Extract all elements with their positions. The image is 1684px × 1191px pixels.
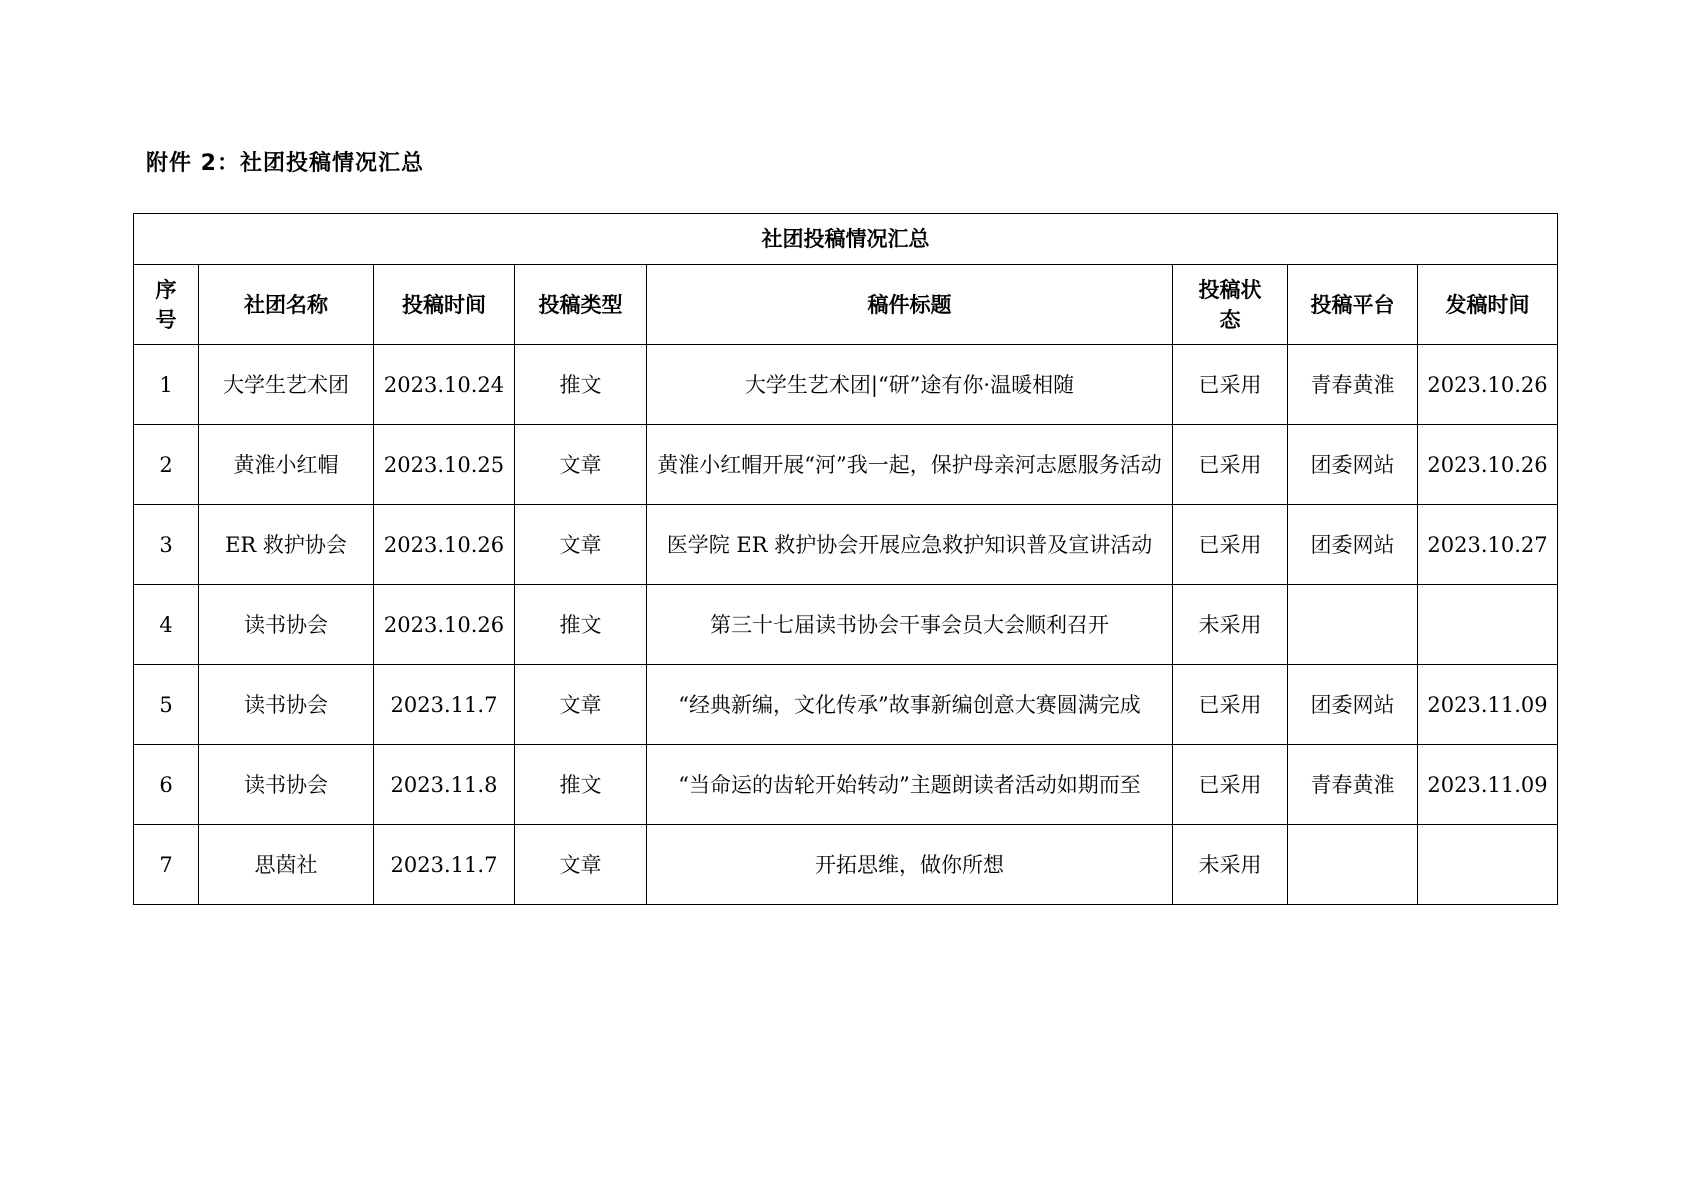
cell-title: 黄淮小红帽开展“河”我一起，保护母亲河志愿服务活动 xyxy=(647,425,1173,505)
header-seq: 序号 xyxy=(134,265,199,345)
table-row xyxy=(134,345,1558,425)
cell-submit-time: 2023.10.26 xyxy=(374,505,515,585)
submission-summary-table xyxy=(133,213,1558,905)
cell-title: 第三十七届读书协会干事会员大会顺利召开 xyxy=(647,585,1173,665)
cell-seq: 2 xyxy=(134,425,199,505)
header-club: 社团名称 xyxy=(199,265,374,345)
table-row xyxy=(134,585,1558,665)
cell-seq: 4 xyxy=(134,585,199,665)
header-platform: 投稿平台 xyxy=(1288,265,1418,345)
cell-club: 黄淮小红帽 xyxy=(199,425,374,505)
cell-platform: 青春黄淮 xyxy=(1288,345,1418,425)
header-title: 稿件标题 xyxy=(647,265,1173,345)
cell-status: 已采用 xyxy=(1173,345,1288,425)
cell-submit-time: 2023.11.7 xyxy=(374,825,515,905)
header-status: 投稿状态 xyxy=(1173,265,1288,345)
cell-publish-time: 2023.11.09 xyxy=(1418,665,1558,745)
cell-status: 已采用 xyxy=(1173,505,1288,585)
cell-type: 推文 xyxy=(515,345,647,425)
cell-submit-time: 2023.11.7 xyxy=(374,665,515,745)
cell-type: 文章 xyxy=(515,505,647,585)
cell-seq: 7 xyxy=(134,825,199,905)
cell-status: 未采用 xyxy=(1173,825,1288,905)
cell-publish-time xyxy=(1418,825,1558,905)
cell-club: 读书协会 xyxy=(199,665,374,745)
cell-publish-time: 2023.10.27 xyxy=(1418,505,1558,585)
cell-publish-time: 2023.10.26 xyxy=(1418,425,1558,505)
cell-title: “当命运的齿轮开始转动”主题朗读者活动如期而至 xyxy=(647,745,1173,825)
cell-type: 文章 xyxy=(515,665,647,745)
header-publish-time: 发稿时间 xyxy=(1418,265,1558,345)
cell-title: 医学院 ER 救护协会开展应急救护知识普及宣讲活动 xyxy=(647,505,1173,585)
cell-seq: 3 xyxy=(134,505,199,585)
cell-platform: 团委网站 xyxy=(1288,505,1418,585)
cell-club: 读书协会 xyxy=(199,585,374,665)
cell-club: ER 救护协会 xyxy=(199,505,374,585)
cell-club: 读书协会 xyxy=(199,745,374,825)
cell-publish-time: 2023.11.09 xyxy=(1418,745,1558,825)
cell-platform: 团委网站 xyxy=(1288,425,1418,505)
cell-submit-time: 2023.10.25 xyxy=(374,425,515,505)
cell-platform: 团委网站 xyxy=(1288,665,1418,745)
cell-submit-time: 2023.11.8 xyxy=(374,745,515,825)
cell-platform xyxy=(1288,585,1418,665)
cell-title: “经典新编，文化传承”故事新编创意大赛圆满完成 xyxy=(647,665,1173,745)
cell-seq: 6 xyxy=(134,745,199,825)
cell-platform xyxy=(1288,825,1418,905)
table-row xyxy=(134,745,1558,825)
table-row xyxy=(134,665,1558,745)
table-caption: 社团投稿情况汇总 xyxy=(134,214,1558,265)
cell-type: 推文 xyxy=(515,745,647,825)
cell-publish-time: 2023.10.26 xyxy=(1418,345,1558,425)
cell-seq: 1 xyxy=(134,345,199,425)
cell-club: 大学生艺术团 xyxy=(199,345,374,425)
cell-platform: 青春黄淮 xyxy=(1288,745,1418,825)
table-row xyxy=(134,425,1558,505)
cell-type: 文章 xyxy=(515,825,647,905)
cell-submit-time: 2023.10.26 xyxy=(374,585,515,665)
cell-status: 已采用 xyxy=(1173,665,1288,745)
table-header-row xyxy=(134,265,1558,345)
cell-type: 推文 xyxy=(515,585,647,665)
header-submit-time: 投稿时间 xyxy=(374,265,515,345)
page-heading: 附件 2：社团投稿情况汇总 xyxy=(146,151,424,176)
cell-type: 文章 xyxy=(515,425,647,505)
cell-seq: 5 xyxy=(134,665,199,745)
cell-title: 开拓思维，做你所想 xyxy=(647,825,1173,905)
cell-status: 已采用 xyxy=(1173,425,1288,505)
cell-status: 已采用 xyxy=(1173,745,1288,825)
cell-publish-time xyxy=(1418,585,1558,665)
table-row xyxy=(134,505,1558,585)
cell-submit-time: 2023.10.24 xyxy=(374,345,515,425)
cell-status: 未采用 xyxy=(1173,585,1288,665)
table-row xyxy=(134,825,1558,905)
cell-club: 思茵社 xyxy=(199,825,374,905)
cell-title: 大学生艺术团|“研”途有你·温暖相随 xyxy=(647,345,1173,425)
table-caption-row xyxy=(134,214,1558,265)
header-type: 投稿类型 xyxy=(515,265,647,345)
